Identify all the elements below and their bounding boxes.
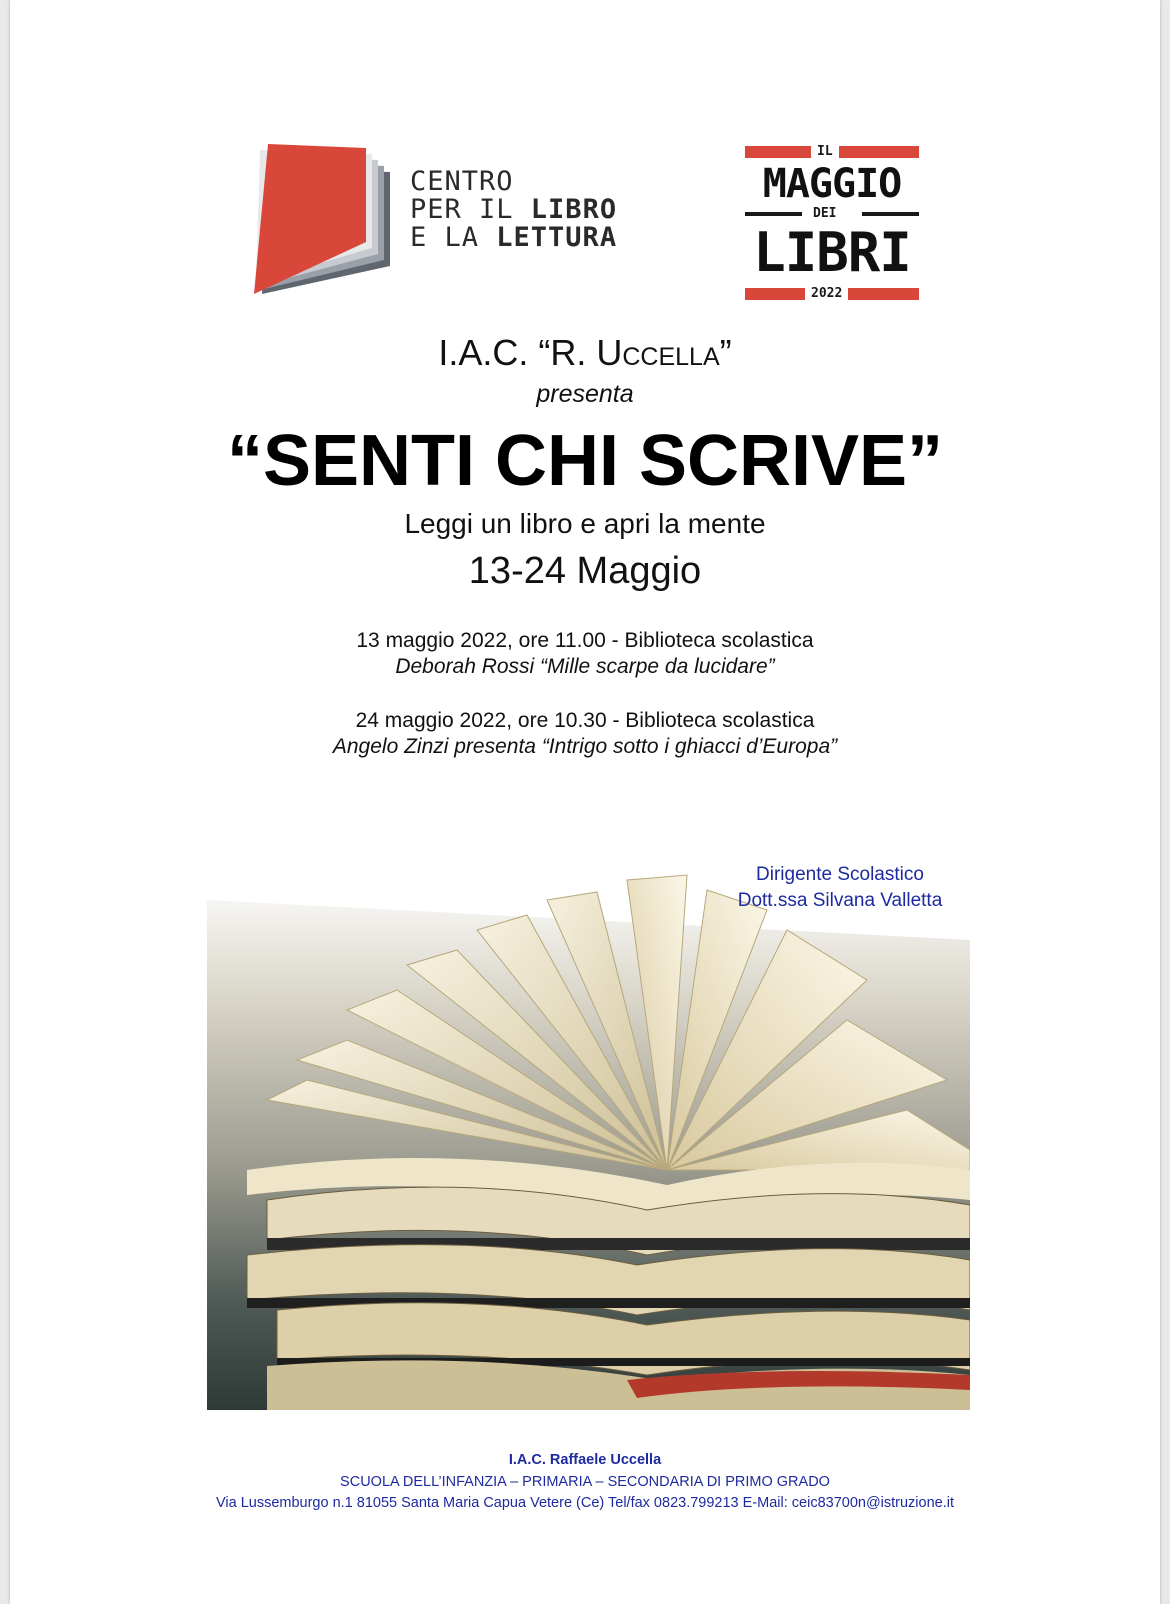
poster-page (10, 0, 1160, 1604)
cpl-line-2: PER IL LIBRO (410, 194, 618, 225)
maggio-dei-libri-logo (745, 146, 919, 302)
event-title: “SENTI CHI SCRIVE” (226, 421, 944, 501)
footer-institute: I.A.C. Raffaele Uccella (508, 1452, 662, 1468)
logo-dei: DEI (807, 207, 842, 221)
logo-year: 2022 (805, 287, 848, 301)
logo-il: IL (811, 145, 839, 159)
logo-libri: LIBRI (753, 221, 911, 284)
book-stack-icon (250, 144, 410, 304)
dirigente-name: Dott.ssa Silvana Valletta (737, 890, 943, 911)
event-item (10, 628, 1160, 680)
event-dates: 13-24 Maggio (468, 550, 702, 592)
cpl-line-3: E LA LETTURA (410, 222, 618, 253)
centro-libro-logo (250, 144, 650, 304)
centro-libro-wordmark (410, 168, 617, 252)
footer-contacts: Via Lussemburgo n.1 81055 Santa Maria Capua Vetere (Ce) Tel/fax 0823.799213 E-Mail: ceic83700n@istruzione.it (215, 1495, 955, 1511)
footer-levels: SCUOLA DELL’INFANZIA – PRIMARIA – SECONDARIA DI PRIMO GRADO (340, 1474, 830, 1490)
dirigente-role: Dirigente Scolastico (756, 864, 924, 885)
school-name: I.A.C. “R. Uccella” (438, 332, 732, 373)
event-item (10, 708, 1160, 760)
event-subtitle: Leggi un libro e apri la mente (404, 508, 766, 539)
presenta-label: presenta (536, 380, 634, 408)
logo-maggio: MAGGIO (762, 161, 902, 207)
event-when: 24 maggio 2022, ore 10.30 - Biblioteca scolastica (355, 709, 815, 732)
cpl-line-1: CENTRO (410, 166, 514, 197)
event-when: 13 maggio 2022, ore 11.00 - Biblioteca scolastica (356, 629, 814, 652)
dirigente-signature-block (710, 862, 970, 914)
open-books-photo (207, 870, 970, 1410)
event-what: Angelo Zinzi presenta “Intrigo sotto i ghiacci d’Europa” (332, 735, 838, 758)
event-what: Deborah Rossi “Mille scarpe da lucidare” (395, 655, 775, 678)
